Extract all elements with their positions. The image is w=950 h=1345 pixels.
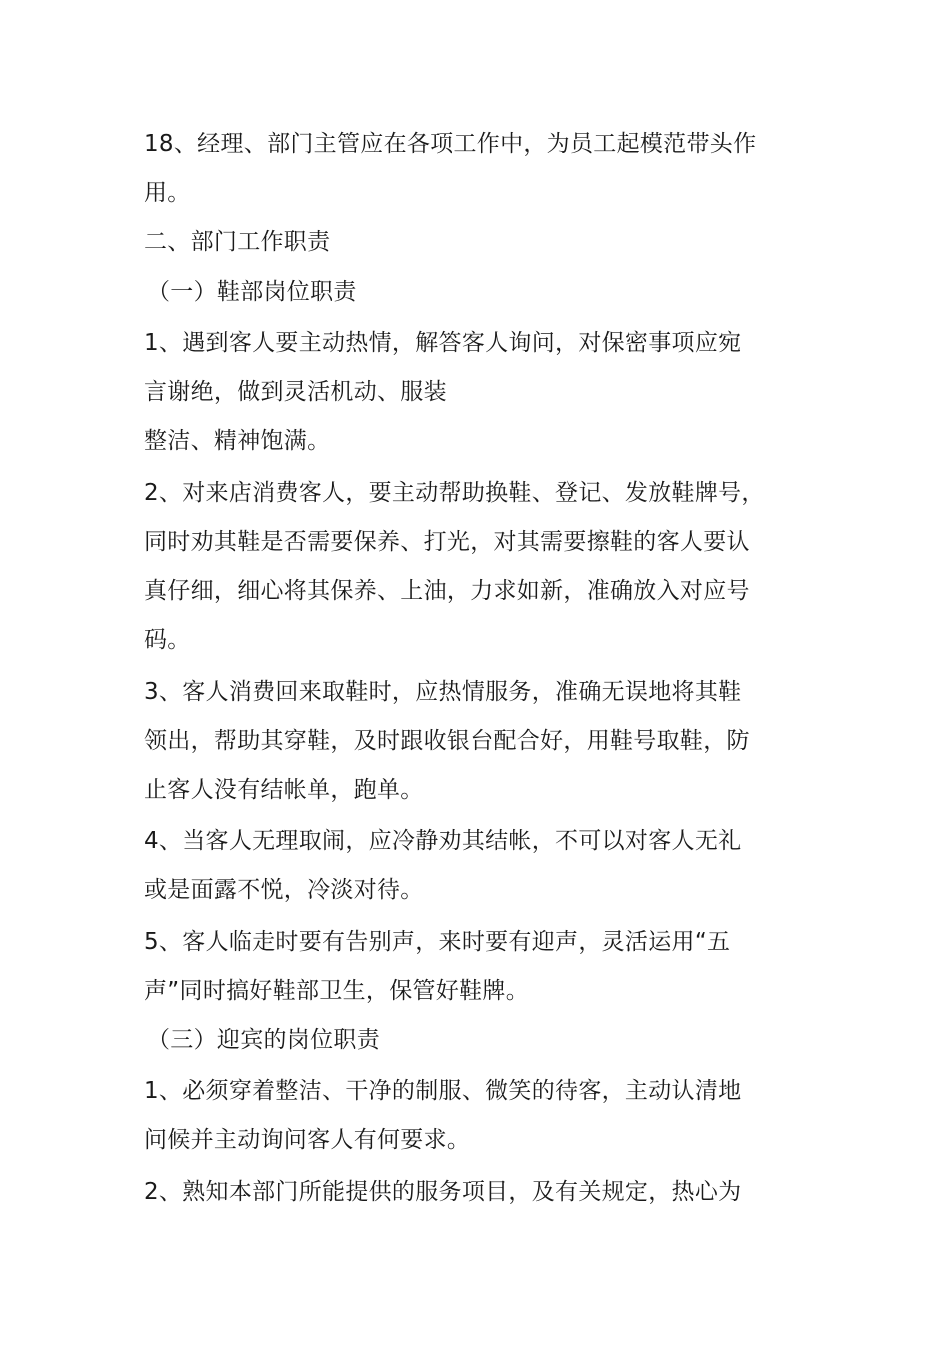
subsection-heading: （三）迎宾的岗位职责 xyxy=(147,1027,380,1053)
text-line: 2、熟知本部门所能提供的服务项目，及有关规定，热心为 xyxy=(144,1179,742,1205)
text-line: 同时劝其鞋是否需要保养、打光，对其需要擦鞋的客人要认 xyxy=(144,529,750,555)
text-line: 用。 xyxy=(144,180,191,206)
text-line: 2、对来店消费客人，要主动帮助换鞋、登记、发放鞋牌号， xyxy=(144,480,765,506)
text-line: 真仔细，细心将其保养、上油，力求如新，准确放入对应号 xyxy=(144,578,750,604)
text-line: 领出，帮助其穿鞋，及时跟收银台配合好，用鞋号取鞋，防 xyxy=(144,728,750,754)
text-line: 18、经理、部门主管应在各项工作中，为员工起模范带头作 xyxy=(144,131,757,157)
text-line: 或是面露不悦，冷淡对待。 xyxy=(144,877,424,903)
text-line: 整洁、精神饱满。 xyxy=(144,428,331,454)
text-line: 止客人没有结帐单，跑单。 xyxy=(144,777,424,803)
text-line: 码。 xyxy=(144,627,191,653)
subsection-heading: （一）鞋部岗位职责 xyxy=(147,279,357,305)
text-line: 1、遇到客人要主动热情，解答客人询问，对保密事项应宛 xyxy=(144,330,742,356)
text-line: 3、客人消费回来取鞋时，应热情服务，准确无误地将其鞋 xyxy=(144,679,742,705)
text-line: 4、当客人无理取闹，应冷静劝其结帐，不可以对客人无礼 xyxy=(144,828,742,854)
text-line: 问候并主动询问客人有何要求。 xyxy=(144,1127,471,1153)
text-line: 5、客人临走时要有告别声，来时要有迎声，灵活运用“五 xyxy=(144,929,731,955)
text-line: 1、必须穿着整洁、干净的制服、微笑的待客，主动认清地 xyxy=(144,1078,742,1104)
section-heading: 二、部门工作职责 xyxy=(144,229,331,255)
text-line: 言谢绝，做到灵活机动、服装 xyxy=(144,379,447,405)
text-line: 声”同时搞好鞋部卫生，保管好鞋牌。 xyxy=(144,978,530,1004)
